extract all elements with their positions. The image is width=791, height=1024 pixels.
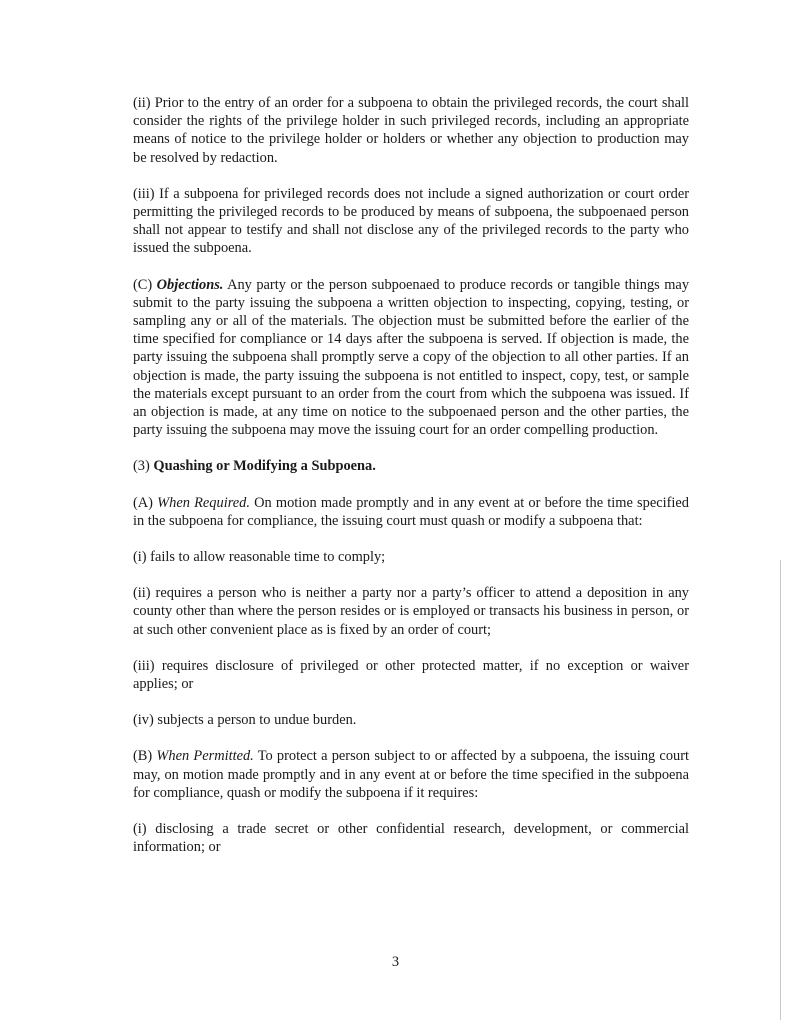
paragraph-i-trade-secret <box>133 820 689 856</box>
paragraph-prefix: (B) <box>133 748 157 765</box>
paragraph-iv-undue-burden <box>133 711 689 729</box>
paragraph-iii-signed-authorization <box>133 185 689 258</box>
document-body <box>133 94 689 875</box>
scan-edge-line <box>780 560 781 1020</box>
page-number: 3 <box>391 954 400 970</box>
paragraph-a-when-required <box>133 494 689 530</box>
paragraph-text: To protect a person subject to or affected by a subpoena, the issuing court may, on motion made promptly and in any event at or before the time specified in the subpoena for compliance, quash or modify the subpoena if it requires: <box>133 748 690 801</box>
paragraph-text: (i) disclosing a trade secret or other confidential research, development, or commercial information; or <box>133 821 689 856</box>
paragraph-text: (i) fails to allow reasonable time to comply; <box>133 549 386 566</box>
paragraph-ii-deposition <box>133 584 689 639</box>
paragraph-prefix: (A) <box>133 494 158 511</box>
paragraph-i-reasonable-time <box>133 548 689 566</box>
paragraph-text: Any party or the person subpoenaed to produce records or tangible things may submit to the party issuing the subpoena a written objection to inspecting, copying, testing, or sampling any or all of the materials. The objection must be submitted before the earlier of the time specified for compliance or 14 days after the subpoena is served. If objection is made, the party issuing the subpoena shall promptly serve a copy of the objection to all other parties. If an objection is made, the party issuing the subpoena is not entitled to inspect, copy, test, or sample the materials except pursuant to an order from the court from which the subpoena was issued. If an objection is made, at any time on notice to the subpoenaed person and the other parties, the party issuing the subpoena may move the issuing court for an order compelling production. <box>133 276 690 439</box>
paragraph-text: (iii) If a subpoena for privileged records does not include a signed authorization or court order permitting the privileged records to be produced by means of subpoena, the subpoenaed person shall not appear to testify and shall not disclose any of the privileged records to the party who issued the subpoena. <box>133 185 689 257</box>
paragraph-prefix: (C) <box>133 276 157 293</box>
paragraph-b-when-permitted <box>133 747 689 802</box>
paragraph-iii-privileged-disclosure <box>133 657 689 693</box>
paragraph-lead-when-required: When Required. <box>157 494 250 511</box>
heading-text: Quashing or Modifying a Subpoena. <box>153 458 376 475</box>
paragraph-text: (ii) requires a person who is neither a party nor a party’s officer to attend a deposition in any county other than where the person resides or is employed or transacts his business in person, or at such other convenient place as is fixed by an order of court; <box>133 585 689 638</box>
paragraph-text: (ii) Prior to the entry of an order for a subpoena to obtain the privileged records, the court shall consider the rights of the privilege holder in such privileged records, including an appropriate means of notice to the privilege holder or holders or whether any objection to production may be resolved by redaction. <box>133 95 689 166</box>
paragraph-text: On motion made promptly and in any event at or before the time specified in the subpoena for compliance, the issuing court must quash or modify a subpoena that: <box>133 494 689 529</box>
paragraph-lead-when-permitted: When Permitted. <box>156 748 254 765</box>
heading-prefix: (3) <box>133 458 154 475</box>
paragraph-ii-prior-to-entry <box>133 94 689 167</box>
paragraph-text: (iii) requires disclosure of privileged or other protected matter, if no exception or waiver applies; or <box>133 657 689 693</box>
paragraph-lead-objections: Objections. <box>156 276 224 293</box>
section-heading-quashing <box>133 457 689 475</box>
paragraph-c-objections <box>133 276 689 440</box>
paragraph-text: (iv) subjects a person to undue burden. <box>133 712 357 729</box>
